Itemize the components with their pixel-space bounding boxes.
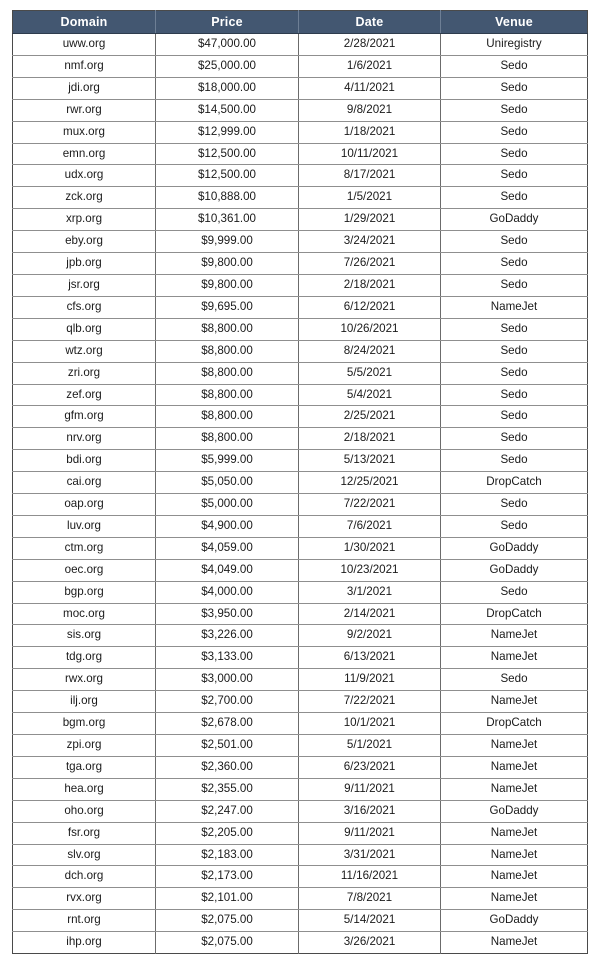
- cell-venue: Sedo: [441, 450, 588, 472]
- cell-domain: bgm.org: [13, 713, 156, 735]
- cell-domain: rwx.org: [13, 669, 156, 691]
- domain-sales-table: [12, 10, 588, 954]
- cell-date: 1/18/2021: [299, 121, 441, 143]
- table-row: [13, 450, 588, 472]
- cell-venue: GoDaddy: [441, 800, 588, 822]
- table-row: [13, 713, 588, 735]
- cell-venue: Sedo: [441, 99, 588, 121]
- cell-domain: hea.org: [13, 778, 156, 800]
- cell-date: 7/22/2021: [299, 691, 441, 713]
- cell-domain: zck.org: [13, 187, 156, 209]
- table-row: [13, 143, 588, 165]
- cell-date: 3/26/2021: [299, 932, 441, 954]
- cell-price: $5,999.00: [156, 450, 299, 472]
- cell-venue: NameJet: [441, 296, 588, 318]
- cell-domain: rnt.org: [13, 910, 156, 932]
- cell-venue: NameJet: [441, 932, 588, 954]
- cell-date: 3/16/2021: [299, 800, 441, 822]
- cell-price: $10,888.00: [156, 187, 299, 209]
- table-row: [13, 691, 588, 713]
- cell-price: $2,247.00: [156, 800, 299, 822]
- cell-date: 2/25/2021: [299, 406, 441, 428]
- cell-venue: Sedo: [441, 55, 588, 77]
- table-row: [13, 625, 588, 647]
- cell-price: $8,800.00: [156, 384, 299, 406]
- cell-price: $8,800.00: [156, 428, 299, 450]
- cell-venue: Sedo: [441, 77, 588, 99]
- cell-domain: cai.org: [13, 472, 156, 494]
- cell-domain: moc.org: [13, 603, 156, 625]
- table-row: [13, 778, 588, 800]
- table-row: [13, 472, 588, 494]
- cell-domain: bgp.org: [13, 581, 156, 603]
- column-header-price[interactable]: Price: [156, 11, 299, 34]
- cell-price: $9,800.00: [156, 274, 299, 296]
- cell-date: 3/1/2021: [299, 581, 441, 603]
- cell-price: $3,133.00: [156, 647, 299, 669]
- cell-date: 1/29/2021: [299, 209, 441, 231]
- cell-venue: Sedo: [441, 406, 588, 428]
- table-row: [13, 494, 588, 516]
- cell-venue: NameJet: [441, 691, 588, 713]
- table-row: [13, 669, 588, 691]
- cell-venue: NameJet: [441, 647, 588, 669]
- cell-price: $3,000.00: [156, 669, 299, 691]
- cell-price: $3,226.00: [156, 625, 299, 647]
- cell-price: $9,695.00: [156, 296, 299, 318]
- cell-domain: oho.org: [13, 800, 156, 822]
- table-row: [13, 55, 588, 77]
- table-row: [13, 274, 588, 296]
- table-header-row: [13, 11, 588, 34]
- cell-price: $12,500.00: [156, 143, 299, 165]
- cell-price: $47,000.00: [156, 34, 299, 56]
- cell-domain: qlb.org: [13, 318, 156, 340]
- cell-venue: NameJet: [441, 625, 588, 647]
- cell-venue: Uniregistry: [441, 34, 588, 56]
- cell-date: 9/8/2021: [299, 99, 441, 121]
- cell-domain: nmf.org: [13, 55, 156, 77]
- cell-date: 5/5/2021: [299, 362, 441, 384]
- cell-domain: oec.org: [13, 559, 156, 581]
- cell-date: 5/13/2021: [299, 450, 441, 472]
- cell-domain: tdg.org: [13, 647, 156, 669]
- cell-price: $8,800.00: [156, 406, 299, 428]
- table-row: [13, 231, 588, 253]
- cell-price: $5,050.00: [156, 472, 299, 494]
- cell-date: 1/5/2021: [299, 187, 441, 209]
- cell-date: 2/18/2021: [299, 428, 441, 450]
- cell-domain: oap.org: [13, 494, 156, 516]
- cell-date: 12/25/2021: [299, 472, 441, 494]
- cell-venue: GoDaddy: [441, 209, 588, 231]
- cell-date: 3/24/2021: [299, 231, 441, 253]
- cell-venue: GoDaddy: [441, 559, 588, 581]
- cell-price: $2,183.00: [156, 844, 299, 866]
- cell-venue: DropCatch: [441, 713, 588, 735]
- cell-price: $4,059.00: [156, 537, 299, 559]
- cell-date: 2/28/2021: [299, 34, 441, 56]
- cell-domain: ilj.org: [13, 691, 156, 713]
- cell-venue: Sedo: [441, 165, 588, 187]
- cell-venue: Sedo: [441, 187, 588, 209]
- cell-domain: zef.org: [13, 384, 156, 406]
- cell-date: 1/30/2021: [299, 537, 441, 559]
- cell-domain: udx.org: [13, 165, 156, 187]
- table-row: [13, 822, 588, 844]
- cell-domain: tga.org: [13, 756, 156, 778]
- cell-domain: jpb.org: [13, 253, 156, 275]
- cell-domain: cfs.org: [13, 296, 156, 318]
- cell-venue: Sedo: [441, 121, 588, 143]
- table-row: [13, 844, 588, 866]
- cell-domain: ctm.org: [13, 537, 156, 559]
- cell-price: $2,075.00: [156, 932, 299, 954]
- cell-venue: Sedo: [441, 231, 588, 253]
- table-row: [13, 165, 588, 187]
- cell-date: 5/4/2021: [299, 384, 441, 406]
- cell-price: $2,360.00: [156, 756, 299, 778]
- cell-domain: mux.org: [13, 121, 156, 143]
- cell-price: $14,500.00: [156, 99, 299, 121]
- cell-price: $5,000.00: [156, 494, 299, 516]
- cell-domain: rwr.org: [13, 99, 156, 121]
- cell-date: 1/6/2021: [299, 55, 441, 77]
- cell-domain: ihp.org: [13, 932, 156, 954]
- cell-venue: Sedo: [441, 669, 588, 691]
- cell-domain: eby.org: [13, 231, 156, 253]
- table-row: [13, 800, 588, 822]
- cell-venue: NameJet: [441, 778, 588, 800]
- cell-date: 7/6/2021: [299, 515, 441, 537]
- cell-price: $9,800.00: [156, 253, 299, 275]
- table-row: [13, 362, 588, 384]
- table-body: [13, 34, 588, 954]
- cell-venue: Sedo: [441, 581, 588, 603]
- cell-date: 11/16/2021: [299, 866, 441, 888]
- table-row: [13, 515, 588, 537]
- cell-venue: GoDaddy: [441, 537, 588, 559]
- cell-domain: rvx.org: [13, 888, 156, 910]
- cell-date: 10/26/2021: [299, 318, 441, 340]
- cell-domain: emn.org: [13, 143, 156, 165]
- cell-venue: Sedo: [441, 494, 588, 516]
- cell-price: $12,999.00: [156, 121, 299, 143]
- domain-sales-table-container: [12, 10, 587, 954]
- cell-domain: gfm.org: [13, 406, 156, 428]
- cell-price: $10,361.00: [156, 209, 299, 231]
- cell-date: 10/23/2021: [299, 559, 441, 581]
- table-row: [13, 253, 588, 275]
- table-row: [13, 603, 588, 625]
- cell-date: 5/14/2021: [299, 910, 441, 932]
- cell-domain: dch.org: [13, 866, 156, 888]
- cell-date: 7/8/2021: [299, 888, 441, 910]
- cell-date: 5/1/2021: [299, 735, 441, 757]
- table-row: [13, 340, 588, 362]
- cell-venue: Sedo: [441, 318, 588, 340]
- cell-venue: NameJet: [441, 888, 588, 910]
- table-row: [13, 559, 588, 581]
- table-row: [13, 647, 588, 669]
- table-row: [13, 735, 588, 757]
- cell-price: $4,000.00: [156, 581, 299, 603]
- cell-price: $2,075.00: [156, 910, 299, 932]
- table-row: [13, 756, 588, 778]
- cell-domain: jdi.org: [13, 77, 156, 99]
- cell-price: $2,355.00: [156, 778, 299, 800]
- cell-price: $8,800.00: [156, 362, 299, 384]
- cell-price: $4,900.00: [156, 515, 299, 537]
- column-header-date[interactable]: Date: [299, 11, 441, 34]
- cell-domain: sis.org: [13, 625, 156, 647]
- cell-domain: bdi.org: [13, 450, 156, 472]
- cell-date: 8/24/2021: [299, 340, 441, 362]
- cell-domain: nrv.org: [13, 428, 156, 450]
- cell-date: 7/26/2021: [299, 253, 441, 275]
- cell-venue: NameJet: [441, 866, 588, 888]
- cell-date: 3/31/2021: [299, 844, 441, 866]
- table-row: [13, 384, 588, 406]
- cell-venue: Sedo: [441, 384, 588, 406]
- cell-domain: fsr.org: [13, 822, 156, 844]
- cell-domain: zri.org: [13, 362, 156, 384]
- cell-date: 4/11/2021: [299, 77, 441, 99]
- cell-price: $9,999.00: [156, 231, 299, 253]
- cell-date: 9/11/2021: [299, 778, 441, 800]
- cell-domain: slv.org: [13, 844, 156, 866]
- table-row: [13, 99, 588, 121]
- column-header-domain[interactable]: Domain: [13, 11, 156, 34]
- cell-venue: Sedo: [441, 428, 588, 450]
- cell-date: 6/13/2021: [299, 647, 441, 669]
- cell-venue: NameJet: [441, 822, 588, 844]
- table-row: [13, 77, 588, 99]
- cell-domain: wtz.org: [13, 340, 156, 362]
- cell-price: $2,700.00: [156, 691, 299, 713]
- cell-price: $2,501.00: [156, 735, 299, 757]
- cell-price: $3,950.00: [156, 603, 299, 625]
- cell-venue: Sedo: [441, 253, 588, 275]
- cell-domain: jsr.org: [13, 274, 156, 296]
- table-row: [13, 209, 588, 231]
- cell-price: $2,173.00: [156, 866, 299, 888]
- table-row: [13, 932, 588, 954]
- table-row: [13, 121, 588, 143]
- cell-venue: Sedo: [441, 340, 588, 362]
- cell-venue: Sedo: [441, 274, 588, 296]
- cell-date: 10/1/2021: [299, 713, 441, 735]
- cell-venue: NameJet: [441, 756, 588, 778]
- cell-price: $2,101.00: [156, 888, 299, 910]
- table-header: [13, 11, 588, 34]
- cell-price: $12,500.00: [156, 165, 299, 187]
- cell-price: $8,800.00: [156, 340, 299, 362]
- cell-date: 2/14/2021: [299, 603, 441, 625]
- cell-price: $2,205.00: [156, 822, 299, 844]
- table-row: [13, 187, 588, 209]
- cell-date: 9/11/2021: [299, 822, 441, 844]
- table-row: [13, 910, 588, 932]
- cell-venue: Sedo: [441, 143, 588, 165]
- column-header-venue[interactable]: Venue: [441, 11, 588, 34]
- cell-date: 2/18/2021: [299, 274, 441, 296]
- table-row: [13, 866, 588, 888]
- table-row: [13, 318, 588, 340]
- cell-date: 6/12/2021: [299, 296, 441, 318]
- cell-price: $18,000.00: [156, 77, 299, 99]
- cell-price: $8,800.00: [156, 318, 299, 340]
- cell-domain: xrp.org: [13, 209, 156, 231]
- cell-domain: uww.org: [13, 34, 156, 56]
- table-row: [13, 296, 588, 318]
- cell-venue: GoDaddy: [441, 910, 588, 932]
- cell-date: 7/22/2021: [299, 494, 441, 516]
- table-row: [13, 34, 588, 56]
- table-row: [13, 888, 588, 910]
- cell-venue: NameJet: [441, 735, 588, 757]
- cell-price: $2,678.00: [156, 713, 299, 735]
- cell-price: $25,000.00: [156, 55, 299, 77]
- cell-date: 6/23/2021: [299, 756, 441, 778]
- table-row: [13, 406, 588, 428]
- cell-venue: DropCatch: [441, 472, 588, 494]
- cell-date: 9/2/2021: [299, 625, 441, 647]
- cell-domain: zpi.org: [13, 735, 156, 757]
- table-row: [13, 537, 588, 559]
- cell-venue: Sedo: [441, 515, 588, 537]
- table-row: [13, 428, 588, 450]
- cell-domain: luv.org: [13, 515, 156, 537]
- cell-venue: DropCatch: [441, 603, 588, 625]
- cell-date: 10/11/2021: [299, 143, 441, 165]
- cell-venue: Sedo: [441, 362, 588, 384]
- cell-date: 8/17/2021: [299, 165, 441, 187]
- table-row: [13, 581, 588, 603]
- cell-venue: NameJet: [441, 844, 588, 866]
- cell-date: 11/9/2021: [299, 669, 441, 691]
- cell-price: $4,049.00: [156, 559, 299, 581]
